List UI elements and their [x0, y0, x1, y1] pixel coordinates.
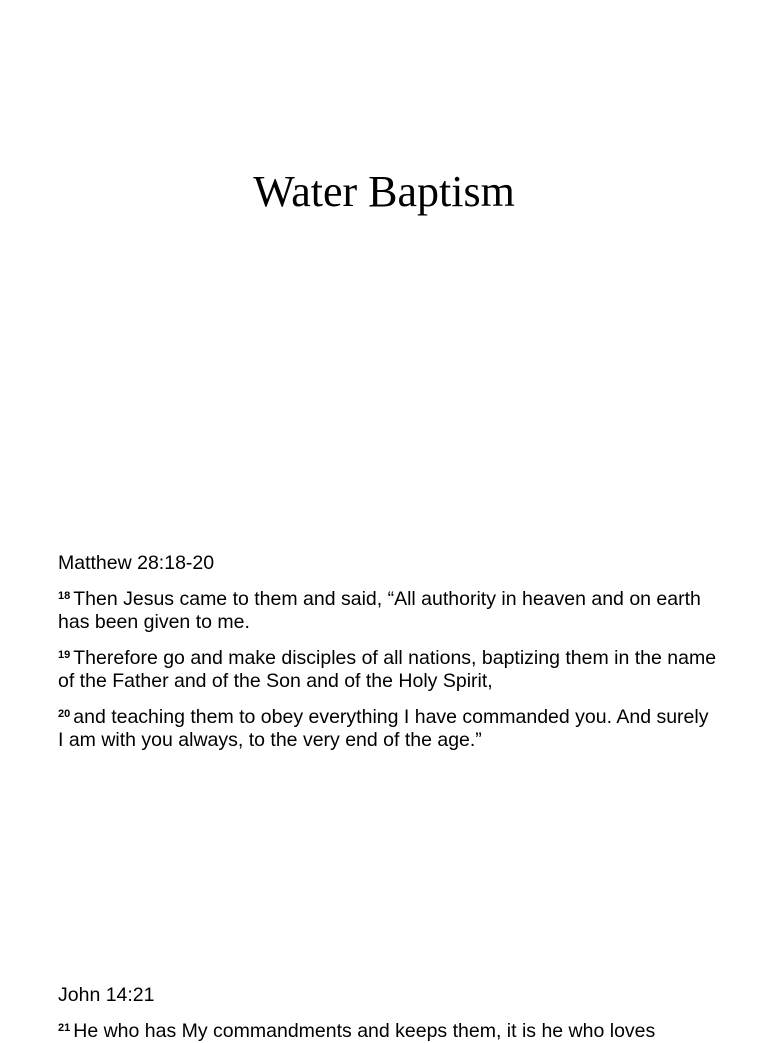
passage-matthew: [58, 552, 718, 762]
verse: [58, 1017, 718, 1043]
verse-text: and teaching them to obey everything I have commanded you. And surely I am with you always, to the very end of the age.”: [58, 706, 709, 751]
passage-reference: Matthew 28:18-20: [58, 552, 215, 574]
page-title: Water Baptism: [253, 167, 515, 216]
verse: [58, 644, 718, 693]
verse-text: Then Jesus came to them and said, “All authority in heaven and on earth has been given to me.: [58, 588, 701, 633]
verse-number: 19: [58, 649, 71, 661]
verse-number: 18: [58, 590, 71, 602]
verse-number: 20: [58, 708, 71, 720]
verse: [58, 703, 718, 752]
passage-john: [58, 984, 718, 1043]
verse-text: Therefore go and make disciples of all nations, baptizing them in the name of the Father and of the Son and of the Holy Spirit,: [58, 647, 717, 692]
verse-text: He who has My commandments and keeps them, it is he who loves: [73, 1020, 656, 1042]
verse-number: 21: [58, 1022, 71, 1034]
passage-reference: John 14:21: [58, 984, 155, 1006]
verse: [58, 585, 718, 634]
